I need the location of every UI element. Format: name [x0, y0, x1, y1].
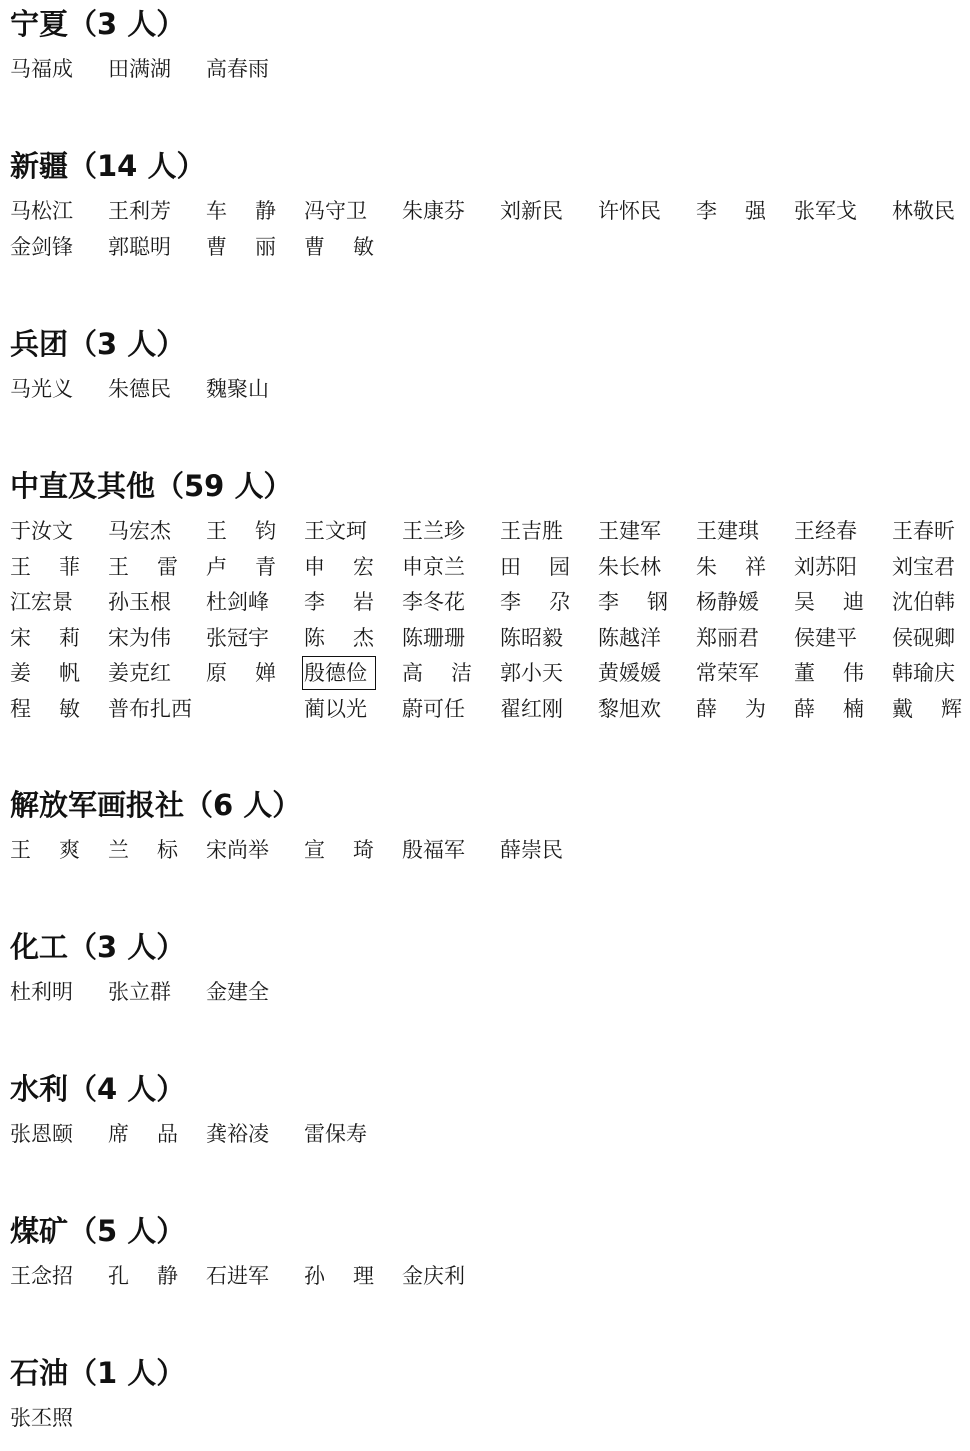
person-name: 杨静媛 — [696, 590, 759, 614]
person-name — [696, 196, 766, 226]
person-name: 薛崇民 — [500, 838, 563, 862]
person-name: 金庆利 — [402, 1264, 465, 1288]
person-name: 于汝文 — [10, 519, 73, 543]
person-name: 沈伯韩 — [892, 590, 955, 614]
names-grid — [10, 1403, 970, 1439]
person-name: 蔚可任 — [402, 696, 465, 721]
person-name: 田满湖 — [108, 57, 171, 81]
person-name: 翟红刚 — [500, 696, 563, 721]
name-char: 朱 — [696, 554, 717, 579]
name-char: 孔 — [108, 1264, 129, 1288]
person-name: 王文珂 — [304, 519, 367, 543]
person-name — [108, 1261, 178, 1291]
names-grid — [10, 196, 970, 267]
name-char: 强 — [745, 199, 766, 223]
person-name: 王建琪 — [696, 519, 759, 543]
person-name — [108, 835, 178, 865]
person-name: 林敬民 — [892, 199, 955, 223]
person-name — [206, 658, 276, 688]
person-name: 黄媛媛 — [598, 661, 661, 685]
person-name: 王兰珍 — [402, 519, 465, 543]
name-char: 姜 — [10, 661, 31, 685]
name-char: 车 — [206, 199, 227, 223]
person-name: 陈珊珊 — [402, 625, 465, 650]
person-name: 郑丽君 — [696, 625, 759, 650]
person-name: 高春雨 — [206, 57, 269, 81]
person-name: 黎旭欢 — [598, 696, 661, 721]
name-char: 曹 — [304, 234, 325, 259]
person-name — [10, 835, 80, 865]
person-name: 侯砚卿 — [892, 625, 955, 650]
name-char: 李 — [696, 199, 717, 223]
person-name: 冯守卫 — [304, 199, 367, 223]
section-title: 新疆（14 人） — [10, 149, 206, 183]
person-name: 雷保寿 — [304, 1122, 367, 1146]
name-char: 辉 — [941, 696, 962, 721]
name-char: 董 — [794, 661, 815, 685]
person-name: 朱德民 — [108, 377, 171, 401]
names-grid — [10, 516, 970, 729]
section-title: 宁夏（3 人） — [10, 7, 186, 41]
names-grid — [10, 977, 970, 1013]
name-char: 高 — [402, 661, 423, 685]
name-char: 宋 — [10, 625, 31, 650]
name-char: 迪 — [843, 590, 864, 614]
name-char: 薛 — [696, 696, 717, 721]
name-char: 陈 — [304, 625, 325, 650]
person-name — [794, 587, 864, 617]
section-title: 兵团（3 人） — [10, 327, 186, 361]
person-name: 王吉胜 — [500, 519, 563, 543]
name-char: 丽 — [255, 234, 276, 259]
person-name — [500, 587, 570, 617]
person-name: 宋为伟 — [108, 625, 171, 650]
name-char: 曹 — [206, 234, 227, 259]
name-char: 琦 — [353, 838, 374, 862]
name-char: 菲 — [59, 554, 80, 579]
person-name: 许怀民 — [598, 199, 661, 223]
person-name: 张立群 — [108, 980, 171, 1004]
person-name: 刘宝君 — [892, 554, 955, 579]
name-char: 尕 — [549, 590, 570, 614]
person-name: 张恩颐 — [10, 1122, 73, 1146]
person-name — [206, 552, 276, 582]
person-name: 常荣军 — [696, 661, 759, 685]
name-char: 品 — [157, 1122, 178, 1146]
section-title: 石油（1 人） — [10, 1356, 186, 1390]
person-name: 魏聚山 — [206, 377, 269, 401]
person-name: 张冠宇 — [206, 625, 269, 650]
person-name: 马光义 — [10, 377, 73, 401]
person-name: 郭小天 — [500, 661, 563, 685]
names-grid — [10, 374, 970, 410]
person-name: 王利芳 — [108, 199, 171, 223]
person-name: 王春昕 — [892, 519, 955, 543]
person-name — [108, 1119, 178, 1149]
names-grid — [10, 1119, 970, 1155]
person-name — [304, 552, 374, 582]
name-char: 申 — [304, 554, 325, 579]
person-name — [794, 694, 864, 724]
name-char: 卢 — [206, 554, 227, 579]
person-name: 王念招 — [10, 1264, 73, 1288]
name-char: 理 — [353, 1264, 374, 1288]
names-grid — [10, 1261, 970, 1297]
person-name — [206, 196, 276, 226]
person-name-boxed: 殷德俭 — [304, 658, 374, 688]
person-name: 韩瑜庆 — [892, 661, 955, 685]
person-name: 刘新民 — [500, 199, 563, 223]
person-name — [402, 658, 472, 688]
person-name — [304, 623, 374, 653]
name-char: 敏 — [59, 696, 80, 721]
person-name — [108, 552, 178, 582]
person-name: 侯建平 — [794, 625, 857, 650]
person-name — [206, 516, 276, 546]
person-name: 王建军 — [598, 519, 661, 543]
person-name — [10, 552, 80, 582]
person-name: 江宏景 — [10, 590, 73, 614]
name-char: 洁 — [451, 661, 472, 685]
name-char: 敏 — [353, 234, 374, 259]
person-name — [304, 232, 374, 262]
person-name — [304, 1261, 374, 1291]
name-char: 宏 — [353, 554, 374, 579]
section-title: 解放军画报社（6 人） — [10, 788, 302, 822]
person-name: 蔺以光 — [304, 696, 367, 721]
name-char: 标 — [157, 838, 178, 862]
person-name: 孙玉根 — [108, 590, 171, 614]
name-char: 李 — [598, 590, 619, 614]
person-name: 陈越洋 — [598, 625, 661, 650]
person-name: 姜克红 — [108, 661, 171, 685]
name-char: 祥 — [745, 554, 766, 579]
name-char: 吴 — [794, 590, 815, 614]
person-name: 刘苏阳 — [794, 554, 857, 579]
section-title: 化工（3 人） — [10, 930, 186, 964]
names-grid — [10, 835, 970, 871]
name-char: 王 — [108, 554, 129, 579]
name-char: 伟 — [843, 661, 864, 685]
name-char: 王 — [10, 554, 31, 579]
name-char: 钢 — [647, 590, 668, 614]
person-name — [892, 694, 962, 724]
person-name: 王经春 — [794, 519, 857, 543]
name-char: 岩 — [353, 590, 374, 614]
name-char: 爽 — [59, 838, 80, 862]
person-name: 马福成 — [10, 57, 73, 81]
person-name: 殷福军 — [402, 838, 465, 862]
person-name: 李冬花 — [402, 590, 465, 614]
person-name: 杜利明 — [10, 980, 73, 1004]
name-char: 钧 — [255, 519, 276, 543]
person-name — [696, 694, 766, 724]
name-char: 楠 — [843, 696, 864, 721]
person-name — [10, 694, 80, 724]
person-name: 石进军 — [206, 1264, 269, 1288]
name-char: 静 — [255, 199, 276, 223]
person-name: 郭聪明 — [108, 234, 171, 259]
person-name — [10, 658, 80, 688]
section-title: 煤矿（5 人） — [10, 1214, 186, 1248]
name-char: 青 — [255, 554, 276, 579]
person-name: 朱康芬 — [402, 199, 465, 223]
name-char: 莉 — [59, 625, 80, 650]
name-char: 帆 — [59, 661, 80, 685]
person-name — [794, 658, 864, 688]
person-name — [206, 232, 276, 262]
section-title: 水利（4 人） — [10, 1072, 186, 1106]
person-name: 张军戈 — [794, 199, 857, 223]
person-name — [10, 623, 80, 653]
name-char: 王 — [10, 838, 31, 862]
name-char: 雷 — [157, 554, 178, 579]
person-name: 普布扎西 — [108, 696, 192, 721]
person-name — [696, 552, 766, 582]
person-name: 朱长林 — [598, 554, 661, 579]
person-name — [500, 552, 570, 582]
name-char: 程 — [10, 696, 31, 721]
person-name — [598, 587, 668, 617]
person-name — [304, 587, 374, 617]
person-name: 马宏杰 — [108, 519, 171, 543]
person-name: 申京兰 — [402, 554, 465, 579]
name-char: 田 — [500, 554, 521, 579]
names-grid — [10, 54, 970, 90]
name-char: 薛 — [794, 696, 815, 721]
name-char: 李 — [304, 590, 325, 614]
person-name: 杜剑峰 — [206, 590, 269, 614]
person-name — [304, 835, 374, 865]
name-char: 王 — [206, 519, 227, 543]
section-title: 中直及其他（59 人） — [10, 469, 293, 503]
name-char: 为 — [745, 696, 766, 721]
name-char: 席 — [108, 1122, 129, 1146]
name-char: 婵 — [255, 661, 276, 685]
name-char: 戴 — [892, 696, 913, 721]
name-char: 兰 — [108, 838, 129, 862]
name-char: 李 — [500, 590, 521, 614]
name-char: 孙 — [304, 1264, 325, 1288]
name-char: 园 — [549, 554, 570, 579]
person-name: 宋尚举 — [206, 838, 269, 862]
person-name: 金剑锋 — [10, 234, 73, 259]
person-name: 龚裕凌 — [206, 1122, 269, 1146]
person-name: 陈昭毅 — [500, 625, 563, 650]
name-char: 原 — [206, 661, 227, 685]
name-char: 宣 — [304, 838, 325, 862]
person-name: 金建全 — [206, 980, 269, 1004]
person-name: 马松江 — [10, 199, 73, 223]
person-name: 张丕照 — [10, 1406, 73, 1430]
name-char: 静 — [157, 1264, 178, 1288]
name-char: 杰 — [353, 625, 374, 650]
